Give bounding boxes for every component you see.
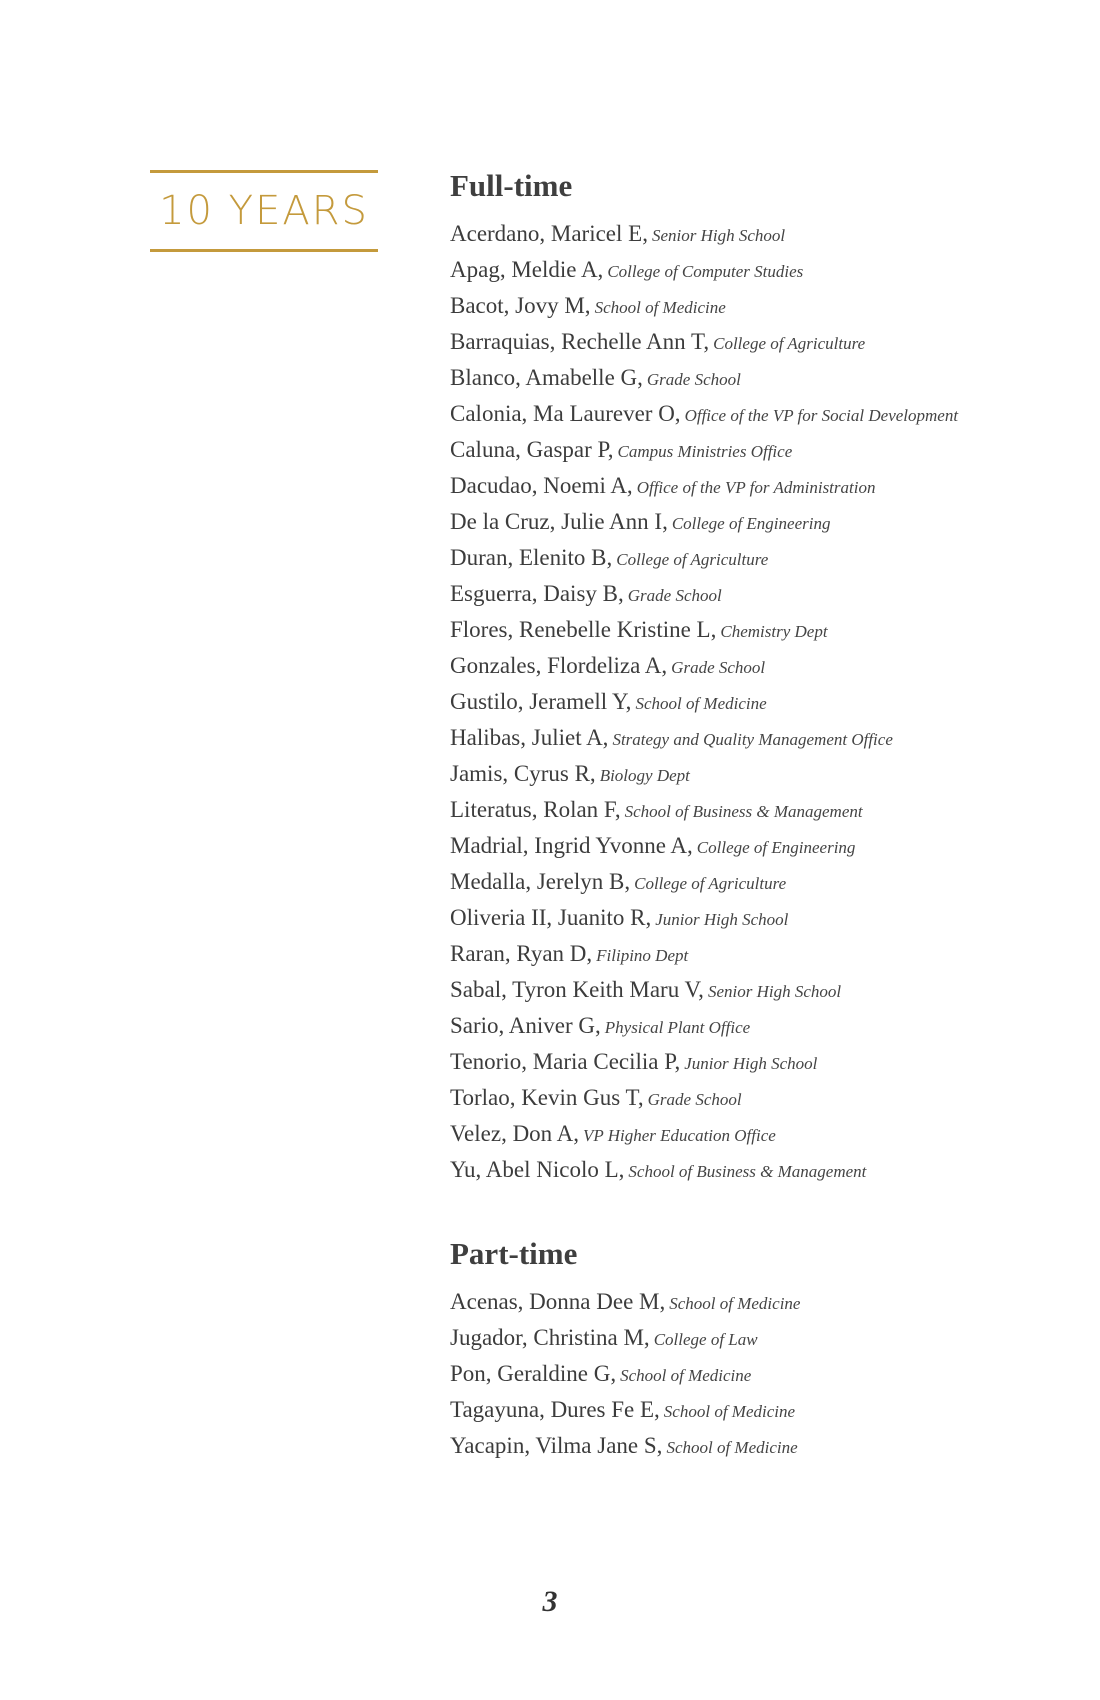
employee-name: Halibas, Juliet A,	[450, 725, 609, 750]
list-item	[450, 576, 1050, 612]
employee-department: College of Law	[653, 1330, 758, 1349]
employee-department: School of Medicine	[663, 1402, 796, 1421]
employee-name: Yacapin, Vilma Jane S,	[450, 1433, 663, 1458]
list-item	[450, 1320, 1050, 1356]
list-item	[450, 504, 1050, 540]
employee-name: Torlao, Kevin Gus T,	[450, 1085, 644, 1110]
employee-department: Office of the VP for Administration	[636, 478, 876, 497]
list-item	[450, 720, 1050, 756]
employee-name: Calonia, Ma Laurever O,	[450, 401, 681, 426]
employee-name: Acenas, Donna Dee M,	[450, 1289, 666, 1314]
employee-name: Esguerra, Daisy B,	[450, 581, 624, 606]
list-item	[450, 1392, 1050, 1428]
honoree-list-content	[450, 166, 1050, 1464]
employee-department: Grade School	[627, 586, 722, 605]
employee-department: College of Engineering	[696, 838, 856, 857]
employee-name: Duran, Elenito B,	[450, 545, 613, 570]
list-item	[450, 1356, 1050, 1392]
employee-name: Tagayuna, Dures Fe E,	[450, 1397, 660, 1422]
employee-department: Physical Plant Office	[604, 1018, 751, 1037]
employee-department: College of Engineering	[671, 514, 831, 533]
list-item	[450, 216, 1050, 252]
list-item	[450, 756, 1050, 792]
employee-name: Barraquias, Rechelle Ann T,	[450, 329, 710, 354]
employee-department: Senior High School	[651, 226, 786, 245]
employee-name: Medalla, Jerelyn B,	[450, 869, 631, 894]
employee-name: Bacot, Jovy M,	[450, 293, 591, 318]
list-item	[450, 324, 1050, 360]
years-label: 10 YEARS	[159, 188, 369, 234]
fulltime-title: Full-time	[450, 168, 573, 203]
employee-department: Filipino Dept	[596, 946, 689, 965]
employee-name: Oliveria II, Juanito R,	[450, 905, 652, 930]
employee-department: School of Medicine	[620, 1366, 752, 1385]
employee-name: Sabal, Tyron Keith Maru V,	[450, 977, 704, 1002]
employee-department: College of Agriculture	[616, 550, 769, 569]
list-item	[450, 1008, 1050, 1044]
employee-department: Senior High School	[707, 982, 842, 1001]
employee-department: Grade School	[647, 1090, 742, 1109]
fulltime-section	[450, 166, 1050, 1188]
employee-name: Madrial, Ingrid Yvonne A,	[450, 833, 693, 858]
list-item	[450, 252, 1050, 288]
list-item	[450, 1044, 1050, 1080]
employee-name: Raran, Ryan D,	[450, 941, 593, 966]
employee-name: Dacudao, Noemi A,	[450, 473, 633, 498]
employee-name: Gustilo, Jeramell Y,	[450, 689, 632, 714]
employee-name: Blanco, Amabelle G,	[450, 365, 643, 390]
employee-department: Grade School	[646, 370, 741, 389]
parttime-title: Part-time	[450, 1236, 578, 1271]
list-item	[450, 1284, 1050, 1320]
employee-department: Campus Ministries Office	[617, 442, 793, 461]
employee-name: Jamis, Cyrus R,	[450, 761, 596, 786]
list-item	[450, 1428, 1050, 1464]
employee-name: De la Cruz, Julie Ann I,	[450, 509, 668, 534]
list-item	[450, 864, 1050, 900]
parttime-list	[450, 1284, 1050, 1464]
employee-name: Yu, Abel Nicolo L,	[450, 1157, 625, 1182]
list-item	[450, 684, 1050, 720]
list-item	[450, 828, 1050, 864]
employee-name: Jugador, Christina M,	[450, 1325, 650, 1350]
list-item	[450, 1116, 1050, 1152]
list-item	[450, 288, 1050, 324]
list-item	[450, 1080, 1050, 1116]
parttime-section	[450, 1234, 1050, 1464]
employee-department: Grade School	[671, 658, 766, 677]
employee-department: Chemistry Dept	[720, 622, 828, 641]
list-item	[450, 792, 1050, 828]
list-item	[450, 612, 1050, 648]
list-item	[450, 432, 1050, 468]
employee-department: School of Business & Management	[624, 802, 863, 821]
employee-name: Gonzales, Flordeliza A,	[450, 653, 668, 678]
employee-department: Junior High School	[655, 910, 789, 929]
employee-department: College of Agriculture	[713, 334, 866, 353]
employee-department: School of Medicine	[635, 694, 767, 713]
list-item	[450, 540, 1050, 576]
employee-department: Biology Dept	[599, 766, 690, 785]
list-item	[450, 972, 1050, 1008]
employee-name: Apag, Meldie A,	[450, 257, 604, 282]
list-item	[450, 900, 1050, 936]
employee-department: School of Medicine	[594, 298, 726, 317]
employee-department: School of Business & Management	[628, 1162, 867, 1181]
list-item	[450, 468, 1050, 504]
fulltime-list	[450, 216, 1050, 1188]
employee-department: VP Higher Education Office	[583, 1126, 776, 1145]
employee-department: School of Medicine	[666, 1438, 798, 1457]
employee-name: Pon, Geraldine G,	[450, 1361, 617, 1386]
employee-name: Flores, Renebelle Kristine L,	[450, 617, 717, 642]
employee-name: Caluna, Gaspar P,	[450, 437, 614, 462]
years-heading-block	[150, 170, 378, 252]
employee-department: Office of the VP for Social Development	[684, 406, 959, 425]
employee-department: Strategy and Quality Management Office	[612, 730, 893, 749]
list-item	[450, 396, 1050, 432]
employee-department: School of Medicine	[669, 1294, 801, 1313]
employee-department: College of Computer Studies	[607, 262, 804, 281]
employee-department: Junior High School	[684, 1054, 818, 1073]
list-item	[450, 648, 1050, 684]
list-item	[450, 936, 1050, 972]
employee-name: Acerdano, Maricel E,	[450, 221, 648, 246]
list-item	[450, 1152, 1050, 1188]
list-item	[450, 360, 1050, 396]
employee-name: Literatus, Rolan F,	[450, 797, 621, 822]
employee-name: Velez, Don A,	[450, 1121, 580, 1146]
employee-department: College of Agriculture	[634, 874, 787, 893]
employee-name: Tenorio, Maria Cecilia P,	[450, 1049, 681, 1074]
employee-name: Sario, Aniver G,	[450, 1013, 601, 1038]
page-number: 3	[542, 1585, 558, 1618]
